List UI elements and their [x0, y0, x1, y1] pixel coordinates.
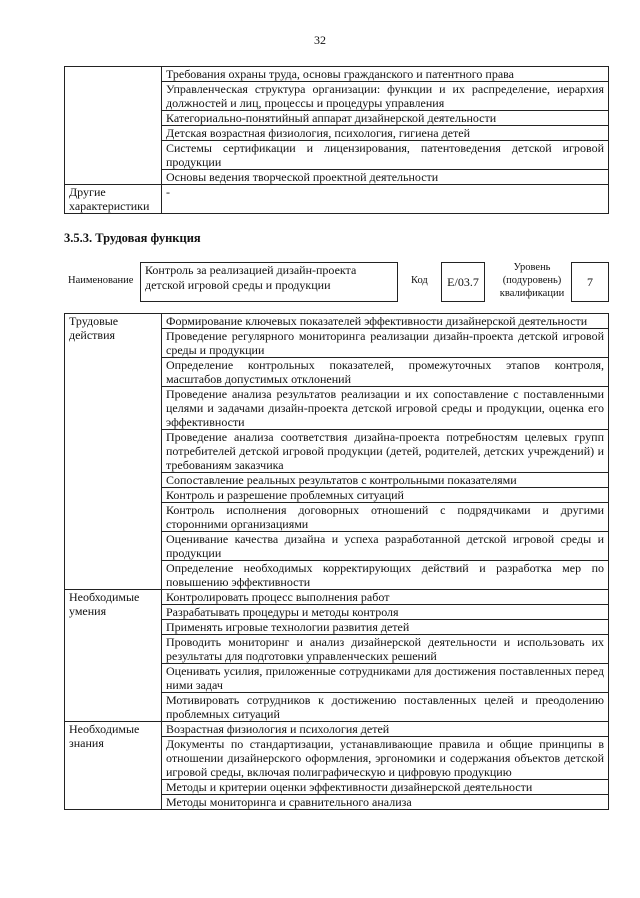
labor-action-item: Формирование ключевых показателей эффективности дизайнерской деятельности [162, 314, 609, 329]
knowledge-continuation-table [64, 66, 609, 214]
name-value: Контроль за реализацией дизайн-проекта детской игровой среды и продукции [140, 262, 398, 302]
table-row [65, 185, 609, 214]
labor-action-item: Контроль и разрешение проблемных ситуаций [162, 488, 609, 503]
labor-action-item: Проведение анализа результатов реализации и их сопоставление с поставленными целями и задачами дизайн-проекта детской игровой среды и продукции, оценка его эффективности [162, 387, 609, 430]
labor-action-item: Определение необходимых корректирующих действий и разработка мер по повышению эффективности [162, 561, 609, 590]
table-row [65, 67, 609, 82]
name-label: Наименование [68, 275, 134, 286]
skill-item: Применять игровые технологии развития детей [162, 620, 609, 635]
knowledge-item: Управленческая структура организации: функции и их распределение, иерархия должностей и лиц, процессы и процедуры управления [162, 82, 609, 111]
skills-label: Необходимые умения [65, 590, 162, 722]
labor-actions-label: Трудовые действия [65, 314, 162, 590]
knowledge-item: Возрастная физиология и психология детей [162, 722, 609, 737]
skill-item: Проводить мониторинг и анализ дизайнерской деятельности и использовать их результаты для подготовки управленческих решений [162, 635, 609, 664]
knowledge-item: Детская возрастная физиология, психология, гигиена детей [162, 126, 609, 141]
other-characteristics-label: Другие характеристики [65, 185, 162, 214]
table-row [65, 590, 609, 605]
labor-action-item: Оценивание качества дизайна и успеха разработанной детской игровой среды и продукции [162, 532, 609, 561]
skill-item: Контролировать процесс выполнения работ [162, 590, 609, 605]
skill-item: Разрабатывать процедуры и методы контроля [162, 605, 609, 620]
code-value: E/03.7 [441, 262, 485, 302]
labor-action-item: Сопоставление реальных результатов с контрольными показателями [162, 473, 609, 488]
knowledge-label: Необходимые знания [65, 722, 162, 810]
labor-action-item: Проведение анализа соответствия дизайна-проекта потребностям целевых групп потребителей детской игровой продукции (детей, родителей, детских учреждений) и требованиям заказчика [162, 430, 609, 473]
other-characteristics-value: - [162, 185, 609, 214]
page-number: 32 [314, 33, 326, 47]
level-label: Уровень (подуровень) квалификации [499, 262, 565, 299]
code-label: Код [411, 275, 428, 286]
skill-item: Мотивировать сотрудников к достижению поставленных целей и преодолению проблемных ситуаций [162, 693, 609, 722]
knowledge-item: Категориально-понятийный аппарат дизайнерской деятельности [162, 111, 609, 126]
knowledge-item: Системы сертификации и лицензирования, патентоведения детской игровой продукции [162, 141, 609, 170]
empty-label-cell [65, 67, 162, 185]
knowledge-item: Методы и критерии оценки эффективности дизайнерской деятельности [162, 780, 609, 795]
labor-action-item: Контроль исполнения договорных отношений с подрядчиками и другими сторонними организациями [162, 503, 609, 532]
knowledge-item: Документы по стандартизации, устанавливающие правила и общие принципы в отношении дизайнерского оформления, эргономики и содержания объектов детской игровой среды, включая полиграфическую и цифровую продукцию [162, 737, 609, 780]
function-header [64, 262, 609, 302]
labor-action-item: Проведение регулярного мониторинга реализации дизайн-проекта детской игровой среды и продукции [162, 329, 609, 358]
table-row [65, 314, 609, 329]
knowledge-item: Требования охраны труда, основы гражданского и патентного права [162, 67, 609, 82]
labor-function-table [64, 313, 609, 810]
knowledge-item: Основы ведения творческой проектной деятельности [162, 170, 609, 185]
level-value: 7 [571, 262, 609, 302]
knowledge-item: Методы мониторинга и сравнительного анализа [162, 795, 609, 810]
section-title: 3.5.3. Трудовая функция [64, 231, 201, 245]
table-row [65, 722, 609, 737]
labor-action-item: Определение контрольных показателей, промежуточных этапов контроля, масштабов допустимых отклонений [162, 358, 609, 387]
skill-item: Оценивать усилия, приложенные сотрудниками для достижения поставленных перед ними задач [162, 664, 609, 693]
